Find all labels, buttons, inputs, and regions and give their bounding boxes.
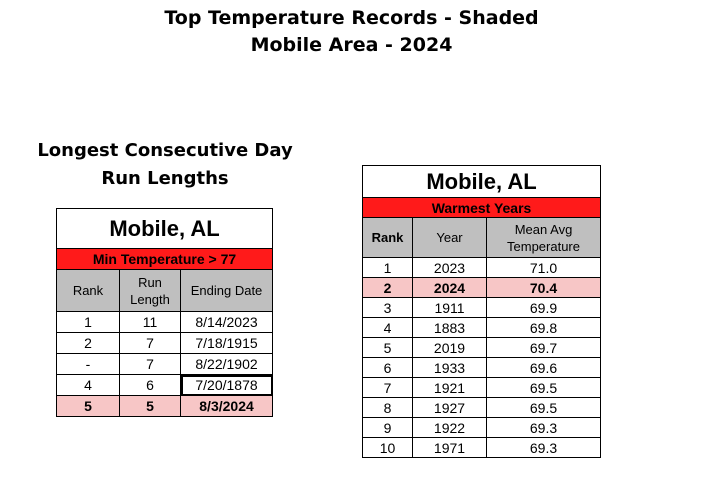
- cell-run-length: 7: [120, 333, 181, 354]
- column-header-ending-date: Ending Date: [181, 270, 273, 312]
- cell-rank: 4: [57, 375, 120, 396]
- cell-temperature: 69.6: [487, 358, 601, 378]
- column-header-mean-avg-temperature: Mean Avg Temperature: [487, 218, 601, 258]
- cell-year: 2023: [413, 258, 487, 278]
- cell-rank: 3: [363, 298, 413, 318]
- cell-year: 1927: [413, 398, 487, 418]
- page-title-line1: Top Temperature Records - Shaded: [164, 7, 539, 29]
- cell-rank: 1: [57, 312, 120, 333]
- table-city-header: Mobile, AL: [57, 209, 273, 249]
- cell-rank: 2: [363, 278, 413, 298]
- table-row: [57, 354, 273, 375]
- cell-temperature: 70.4: [487, 278, 601, 298]
- cell-rank: 8: [363, 398, 413, 418]
- table-row: [363, 398, 601, 418]
- cell-temperature: 69.9: [487, 298, 601, 318]
- table-row-highlighted: [363, 278, 601, 298]
- cell-year: 2024: [413, 278, 487, 298]
- cell-rank: 7: [363, 378, 413, 398]
- cell-temperature: 71.0: [487, 258, 601, 278]
- cell-year: 1921: [413, 378, 487, 398]
- table-criteria-header: Min Temperature > 77: [57, 249, 273, 270]
- page-title-line2: Mobile Area - 2024: [250, 34, 453, 56]
- run-lengths-heading-line2: Run Lengths: [101, 168, 229, 189]
- cell-ending-date: 8/22/1902: [181, 354, 273, 375]
- cell-ending-date: 8/14/2023: [181, 312, 273, 333]
- table-row: [363, 298, 601, 318]
- column-header-rank: Rank: [57, 270, 120, 312]
- cell-year: 1971: [413, 438, 487, 458]
- warmest-years-table: [362, 165, 601, 458]
- table-row: [363, 258, 601, 278]
- cell-temperature: 69.5: [487, 378, 601, 398]
- cell-run-length: 5: [120, 396, 181, 417]
- table-criteria-header: Warmest Years: [363, 198, 601, 218]
- cell-rank: -: [57, 354, 120, 375]
- cell-rank: 4: [363, 318, 413, 338]
- cell-temperature: 69.3: [487, 418, 601, 438]
- column-header-run-length: Run Length: [120, 270, 181, 312]
- table-row: [363, 438, 601, 458]
- table-row: [57, 312, 273, 333]
- cell-ending-date: 8/3/2024: [181, 396, 273, 417]
- cell-year: 2019: [413, 338, 487, 358]
- column-header-year: Year: [413, 218, 487, 258]
- table-row: [57, 375, 273, 396]
- cell-temperature: 69.5: [487, 398, 601, 418]
- table-row: [363, 418, 601, 438]
- cell-rank: 5: [363, 338, 413, 358]
- cell-rank: 5: [57, 396, 120, 417]
- cell-rank: 6: [363, 358, 413, 378]
- run-lengths-table: [56, 208, 273, 417]
- cell-rank: 10: [363, 438, 413, 458]
- cell-run-length: 6: [120, 375, 181, 396]
- cell-run-length: 11: [120, 312, 181, 333]
- cell-year: 1933: [413, 358, 487, 378]
- cell-ending-date: 7/20/1878: [181, 375, 273, 396]
- table-row: [363, 318, 601, 338]
- table-row: [363, 358, 601, 378]
- cell-temperature: 69.8: [487, 318, 601, 338]
- table-row: [57, 333, 273, 354]
- cell-year: 1922: [413, 418, 487, 438]
- cell-temperature: 69.3: [487, 438, 601, 458]
- cell-rank: 2: [57, 333, 120, 354]
- table-row-highlighted: [57, 396, 273, 417]
- cell-year: 1911: [413, 298, 487, 318]
- cell-ending-date: 7/18/1915: [181, 333, 273, 354]
- cell-run-length: 7: [120, 354, 181, 375]
- cell-year: 1883: [413, 318, 487, 338]
- table-row: [363, 338, 601, 358]
- column-header-rank: Rank: [363, 218, 413, 258]
- run-lengths-heading-line1: Longest Consecutive Day: [37, 140, 293, 161]
- cell-temperature: 69.7: [487, 338, 601, 358]
- cell-rank: 1: [363, 258, 413, 278]
- cell-rank: 9: [363, 418, 413, 438]
- table-city-header: Mobile, AL: [363, 166, 601, 198]
- table-row: [363, 378, 601, 398]
